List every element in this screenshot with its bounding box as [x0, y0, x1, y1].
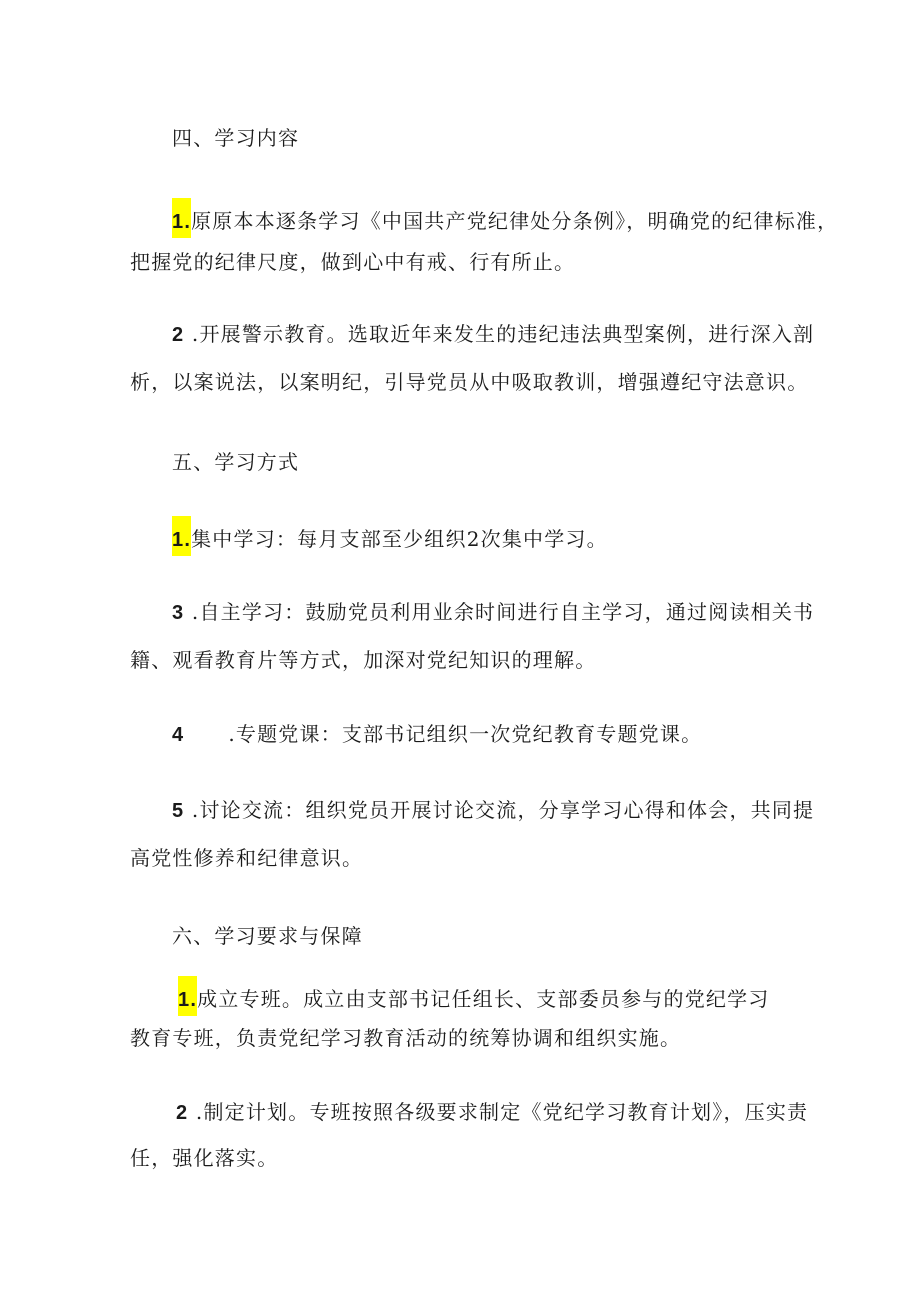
list-item [172, 796, 814, 825]
item-number-highlight: 1. [178, 976, 197, 1016]
section-heading: 五、学习方式 [172, 450, 300, 474]
item-text-continuation: 教育专班，负责党纪学习教育活动的统筹协调和组织实施。 [130, 1026, 682, 1050]
item-text: .讨论交流：组织党员开展讨论交流，分享学习心得和体会，共同提 [191, 798, 815, 822]
item-text-continuation: 高党性修养和纪律意识。 [130, 846, 364, 870]
item-number-highlight: 1. [172, 516, 191, 556]
item-text-continuation: 任，强化落实。 [130, 1146, 279, 1170]
list-item [178, 976, 770, 1016]
item-number: 4 [172, 724, 185, 746]
list-item [172, 598, 814, 627]
item-text-continuation: 析，以案说法，以案明纪，引导党员从中吸取教训，增强遵纪守法意识。 [130, 370, 809, 394]
item-text: .开展警示教育。选取近年来发生的违纪违法典型案例，进行深入剖 [191, 322, 815, 346]
list-item [172, 720, 702, 749]
item-text: .专题党课：支部书记组织一次党纪教育专题党课。 [228, 722, 703, 746]
list-item [172, 198, 838, 238]
item-text-continuation: 把握党的纪律尺度，做到心中有戒、行有所止。 [130, 250, 576, 274]
list-item [176, 1098, 808, 1127]
item-number-highlight: 1. [172, 198, 191, 238]
item-text-continuation: 籍、观看教育片等方式，加深对党纪知识的理解。 [130, 648, 597, 672]
item-number: 2 [176, 1102, 189, 1124]
item-text: .自主学习：鼓励党员利用业余时间进行自主学习，通过阅读相关书 [191, 600, 815, 624]
item-text: 原原本本逐条学习《中国共产党纪律处分条例》，明确党的纪律标准， [191, 209, 839, 233]
item-text: .制定计划。专班按照各级要求制定《党纪学习教育计划》，压实责 [195, 1100, 809, 1124]
item-number: 2 [172, 324, 185, 346]
item-number: 5 [172, 800, 185, 822]
item-number: 3 [172, 602, 185, 624]
section-heading: 六、学习要求与保障 [172, 924, 363, 948]
item-text: 成立专班。成立由支部书记任组长、支部委员参与的党纪学习 [197, 987, 770, 1011]
list-item [172, 320, 814, 349]
section-heading: 四、学习内容 [172, 126, 300, 150]
item-text: 集中学习：每月支部至少组织2次集中学习。 [191, 527, 608, 551]
list-item [172, 516, 608, 556]
